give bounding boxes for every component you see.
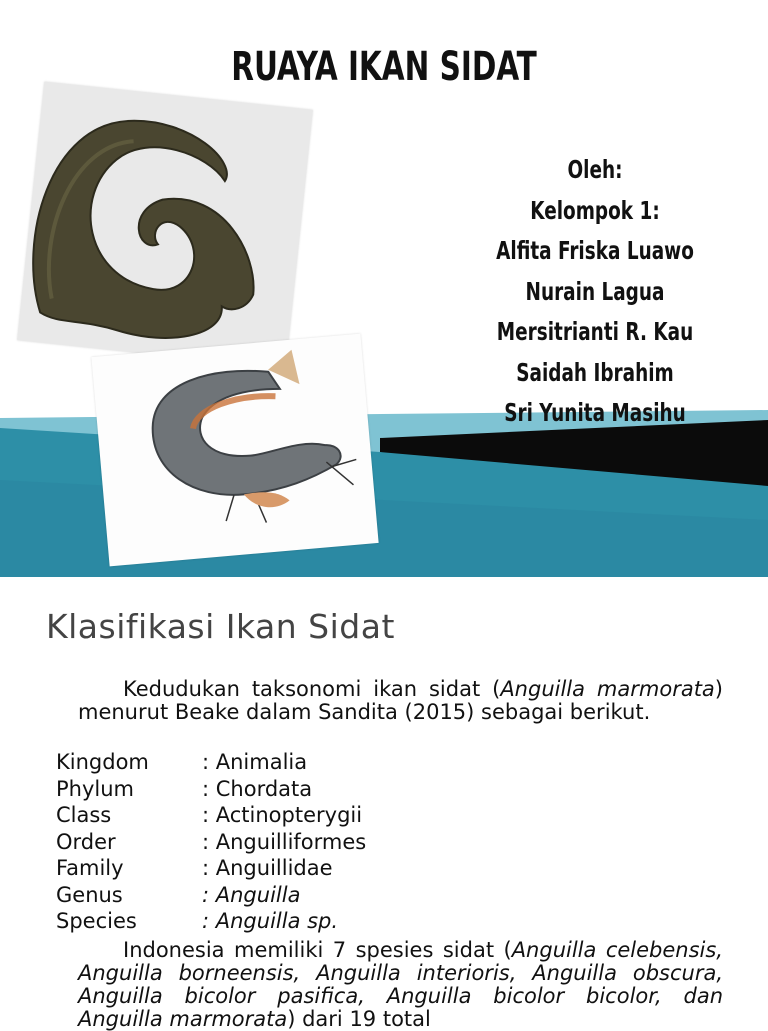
taxonomy-key: Family: [56, 856, 124, 880]
species-paragraph: [78, 939, 723, 1031]
taxonomy-row: [56, 802, 366, 829]
author-name: Saidah Ibrahim: [516, 357, 674, 387]
taxonomy-row: [56, 776, 366, 803]
intro-text-a: Kedudukan taksonomi ikan sidat (: [123, 677, 501, 701]
taxonomy-key: Species: [56, 909, 137, 933]
catfish-image-icon: [91, 334, 378, 567]
taxonomy-key: Genus: [56, 882, 123, 907]
taxonomy-row: [56, 749, 366, 776]
catfish-photo-2: [91, 334, 378, 567]
species-list: Anguilla celebensis, Anguilla borneensis, Anguilla interioris, Anguilla obscura, Anguilla bicolor pasifica, Anguilla bicolor bicolor, dan Anguilla marmorata: [78, 938, 723, 1031]
taxonomy-value: : Anguilla: [202, 882, 301, 907]
taxonomy-row: [56, 829, 366, 856]
species-text-a: Indonesia memiliki 7 spesies sidat (: [123, 938, 512, 962]
taxonomy-value: : Chordata: [202, 776, 313, 801]
by-label: Oleh:: [567, 155, 623, 184]
author-name: Nurain Lagua: [525, 276, 665, 306]
author-list: [470, 150, 720, 434]
eel-photo-1: [17, 82, 313, 369]
group-label: Kelompok 1:: [530, 195, 660, 225]
intro-species: Anguilla marmorata: [500, 677, 715, 701]
taxonomy-value: : Anguilla sp.: [202, 909, 339, 933]
intro-paragraph: [78, 678, 723, 724]
author-name: Sri Yunita Masihu: [504, 398, 686, 427]
taxonomy-value: : Actinopterygii: [202, 803, 363, 827]
taxonomy-row: [56, 855, 366, 882]
intro-text-b: ) menurut Beake dalam Sandita (2015) sebagai berikut.: [78, 677, 723, 724]
slide-title-text: RUAYA IKAN SIDAT: [231, 44, 537, 90]
taxonomy-list: [56, 749, 366, 935]
taxonomy-value: : Animalia: [202, 750, 308, 774]
species-text-b: ) dari 19 total: [287, 1007, 431, 1031]
taxonomy-value: : Anguilliformes: [202, 829, 367, 854]
author-name: Alfita Friska Luawo: [496, 236, 694, 265]
taxonomy-key: Kingdom: [56, 750, 149, 774]
eel-image-icon: [17, 82, 313, 369]
taxonomy-value: : Anguillidae: [202, 856, 333, 880]
taxonomy-key: Class: [56, 803, 112, 827]
taxonomy-key: Phylum: [56, 776, 135, 801]
taxonomy-row: [56, 882, 366, 909]
taxonomy-row: [56, 908, 366, 935]
author-name: Mersitrianti R. Kau: [496, 317, 694, 346]
slide-classification: [0, 577, 768, 1031]
taxonomy-key: Order: [56, 829, 116, 854]
section-title: Klasifikasi Ikan Sidat: [46, 607, 395, 646]
